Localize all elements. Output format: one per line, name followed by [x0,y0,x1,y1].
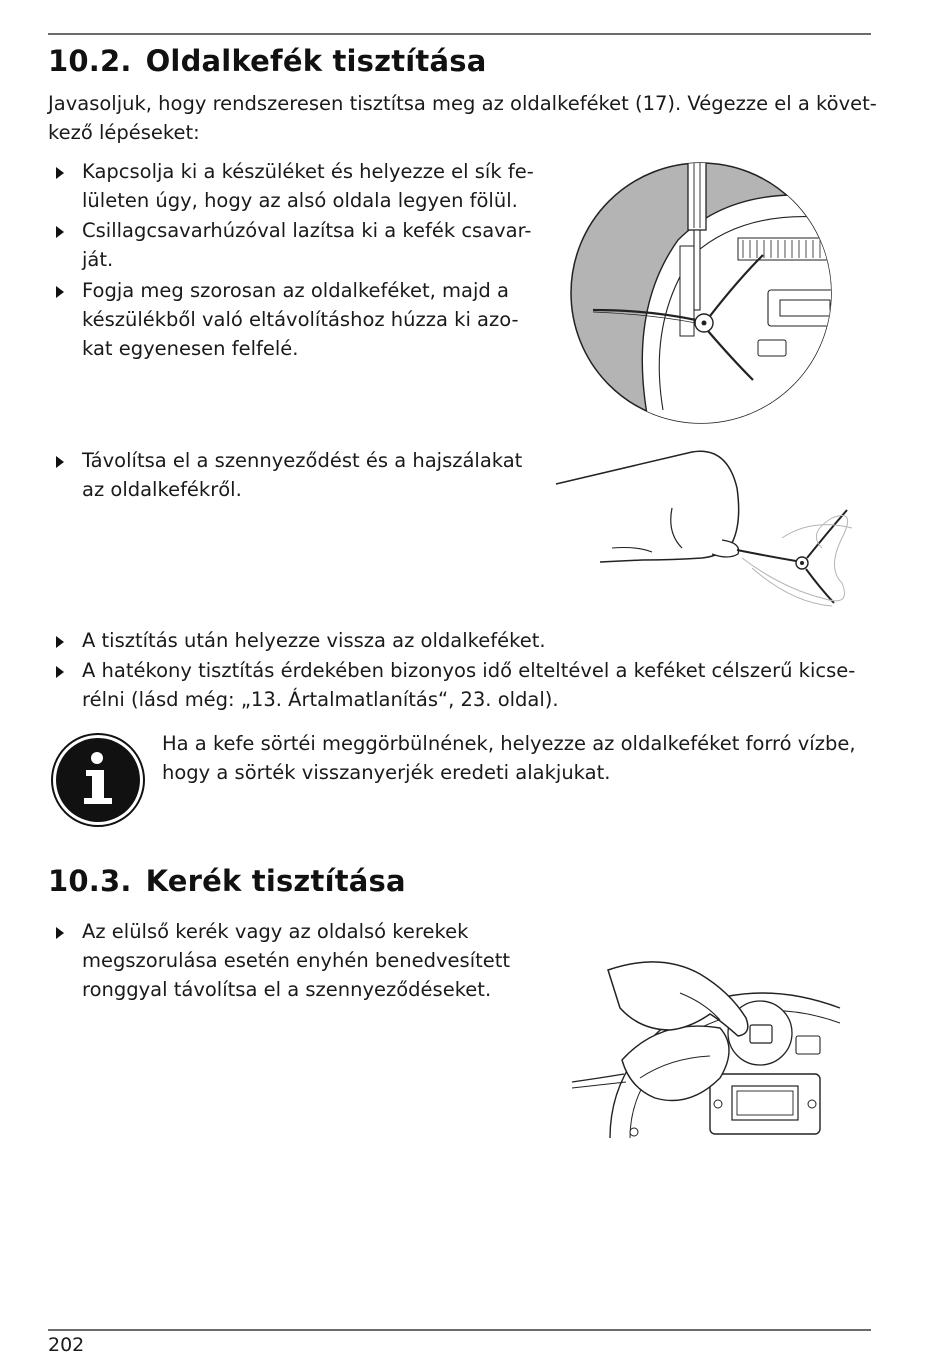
bullet-arrow-icon [56,927,64,939]
bullet-arrow-icon [56,666,64,678]
section-heading-10-2 [48,44,487,78]
section-title: Oldalkefék tisztítása [145,44,487,78]
screwdriver-side-brush-illustration [568,160,834,426]
step-list-item: A hatékony tisztítás érdekében bizonyos idő elteltével a keféket célszerű kicse- rélni (lásd még: „13. Ártalmatlanítás“, 23. oldal). [56,656,855,714]
page-number: 202 [48,1334,85,1356]
section-title: Kerék tisztítása [145,864,406,898]
hand-cleaning-brush-illustration [552,448,862,613]
bullet-arrow-icon [56,456,64,468]
intro-paragraph [48,89,877,147]
section-heading-10-3 [48,864,406,898]
intro-line: kező lépéseket: [48,121,200,144]
step-list-item: Távolítsa el a szennyeződést és a hajszálakat az oldalkefékről. [56,446,522,504]
section-number: 10.3. [48,864,132,898]
wheel-cleaning-illustration [570,948,842,1140]
step-list-item: Kapcsolja ki a készüléket és helyezze el sík fe- lületen úgy, hogy az alsó oldala legyen fölül. [56,157,534,215]
step-list-item: Az elülső kerék vagy az oldalsó kerekek megszorulása esetén enyhén benedvesített ronggyal távolítsa el a szennyeződéseket. [56,917,510,1004]
bullet-arrow-icon [56,636,64,648]
bullet-arrow-icon [56,286,64,298]
step-list-item: Csillagcsavarhúzóval lazítsa ki a kefék csavar- ját. [56,216,531,274]
intro-line: Javasoljuk, hogy rendszeresen tisztítsa meg az oldalkeféket (17). Végezze el a követ- [48,92,877,115]
info-icon [50,732,146,828]
step-list-item: Fogja meg szorosan az oldalkeféket, majd a készülékből való eltávolításhoz húzza ki azo- kat egyenesen felfelé. [56,276,519,363]
bullet-arrow-icon [56,226,64,238]
bullet-arrow-icon [56,167,64,179]
section-number: 10.2. [48,44,132,78]
bottom-rule [48,1329,871,1331]
info-note-text: Ha a kefe sörtéi meggörbülnének, helyezze az oldalkeféket forró vízbe, hogy a sörték visszanyerjék eredeti alakjukat. [162,732,856,784]
step-list-item: A tisztítás után helyezze vissza az oldalkeféket. [56,626,546,655]
top-rule [48,33,871,35]
